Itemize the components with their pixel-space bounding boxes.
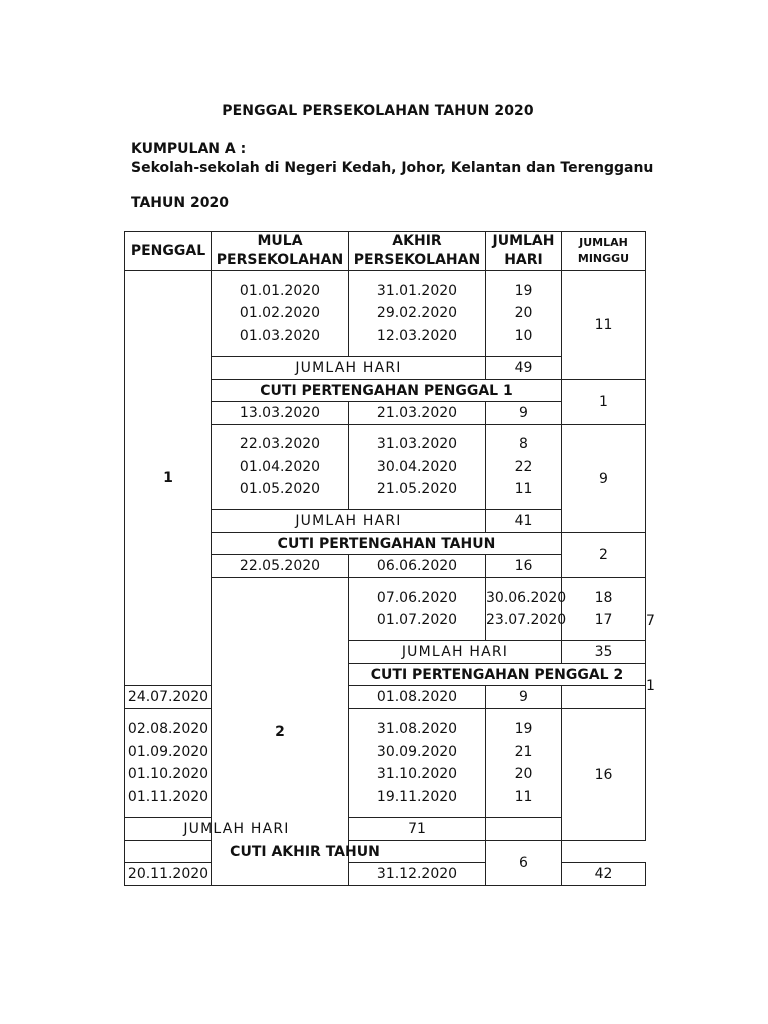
group-description: Sekolah-sekolah di Negeri Kedah, Johor, Kelantan dan Terengganu (131, 160, 654, 176)
end-dates: 31.01.2020 29.02.2020 12.03.2020 (349, 271, 486, 357)
header-mula: MULA PERSEKOLAHAN (212, 232, 349, 271)
break-label: CUTI PERTENGAHAN TAHUN (212, 533, 562, 555)
page-title: PENGGAL PERSEKOLAHAN TAHUN 2020 (222, 103, 534, 119)
year-label: TAHUN 2020 (131, 195, 229, 211)
end-dates: 30.06.2020 23.07.2020 (486, 578, 562, 641)
penggal-2-cell: 2 (212, 578, 349, 886)
header-row (125, 232, 646, 271)
break-label-row (125, 841, 646, 863)
break-label-row: CUTI PERTENGAHAN PENGGAL 2 1 (125, 664, 646, 686)
weeks-cell: 11 (562, 271, 646, 380)
total-days: 41 (486, 510, 562, 533)
header-akhir: AKHIR PERSEKOLAHAN (349, 232, 486, 271)
break-start: 13.03.2020 (212, 402, 349, 425)
jumlah-hari-label: JUMLAH HARI (349, 641, 562, 664)
break-end: 31.12.2020 (349, 863, 486, 886)
break-row (125, 863, 646, 886)
total-days: 71 (349, 818, 486, 841)
day-counts: 18 17 (562, 578, 646, 641)
break-start: 20.11.2020 (125, 863, 212, 886)
break-days: 9 (486, 686, 562, 709)
break-end: 06.06.2020 (349, 555, 486, 578)
total-days: 35 (562, 641, 646, 664)
header-jumlah-minggu: JUMLAH MINGGU (562, 232, 646, 271)
group-label: KUMPULAN A : (131, 141, 247, 157)
jumlah-hari-label: JUMLAH HARI (212, 510, 486, 533)
break-start: 24.07.2020 (125, 686, 212, 709)
weeks-cell: 6 (486, 841, 562, 886)
header-jumlah-hari: JUMLAH HARI (486, 232, 562, 271)
start-dates: 02.08.2020 01.09.2020 01.10.2020 01.11.2020 (125, 709, 212, 818)
weeks-cell: 16 (562, 709, 646, 841)
break-label: CUTI PERTENGAHAN PENGGAL 1 (212, 380, 562, 402)
break-days: 42 (562, 863, 646, 886)
table-row (125, 271, 646, 357)
break-label: CUTI PERTENGAHAN PENGGAL 2 (349, 664, 646, 686)
break-row (125, 686, 646, 709)
break-start: 22.05.2020 (212, 555, 349, 578)
break-end: 21.03.2020 (349, 402, 486, 425)
break-label: CUTI AKHIR TAHUN (125, 841, 486, 863)
end-dates: 31.03.2020 30.04.2020 21.05.2020 (349, 425, 486, 510)
school-calendar-table (124, 231, 655, 886)
day-counts: 8 22 11 (486, 425, 562, 510)
start-dates: 01.01.2020 01.02.2020 01.03.2020 (212, 271, 349, 357)
break-days: 9 (486, 402, 562, 425)
table-row: 2 07.06.2020 01.07.2020 30.06.2020 23.07.2020 18 17 7 (125, 578, 646, 641)
weeks-cell: 2 (562, 533, 646, 578)
table-row (125, 709, 646, 818)
start-dates: 07.06.2020 01.07.2020 (349, 578, 486, 641)
weeks-cell: 1 (562, 380, 646, 425)
total-days: 49 (486, 357, 562, 380)
day-counts: 19 21 20 11 (486, 709, 562, 818)
jumlah-hari-label: JUMLAH HARI (212, 357, 486, 380)
start-dates: 22.03.2020 01.04.2020 01.05.2020 (212, 425, 349, 510)
day-counts: 19 20 10 (486, 271, 562, 357)
break-end: 01.08.2020 (349, 686, 486, 709)
jumlah-hari-label: JUMLAH HARI (125, 818, 349, 841)
weeks-cell: 9 (562, 425, 646, 533)
penggal-1-cell: 1 (125, 271, 212, 686)
break-days: 16 (486, 555, 562, 578)
header-penggal: PENGGAL (125, 232, 212, 271)
end-dates: 31.08.2020 30.09.2020 31.10.2020 19.11.2020 (349, 709, 486, 818)
